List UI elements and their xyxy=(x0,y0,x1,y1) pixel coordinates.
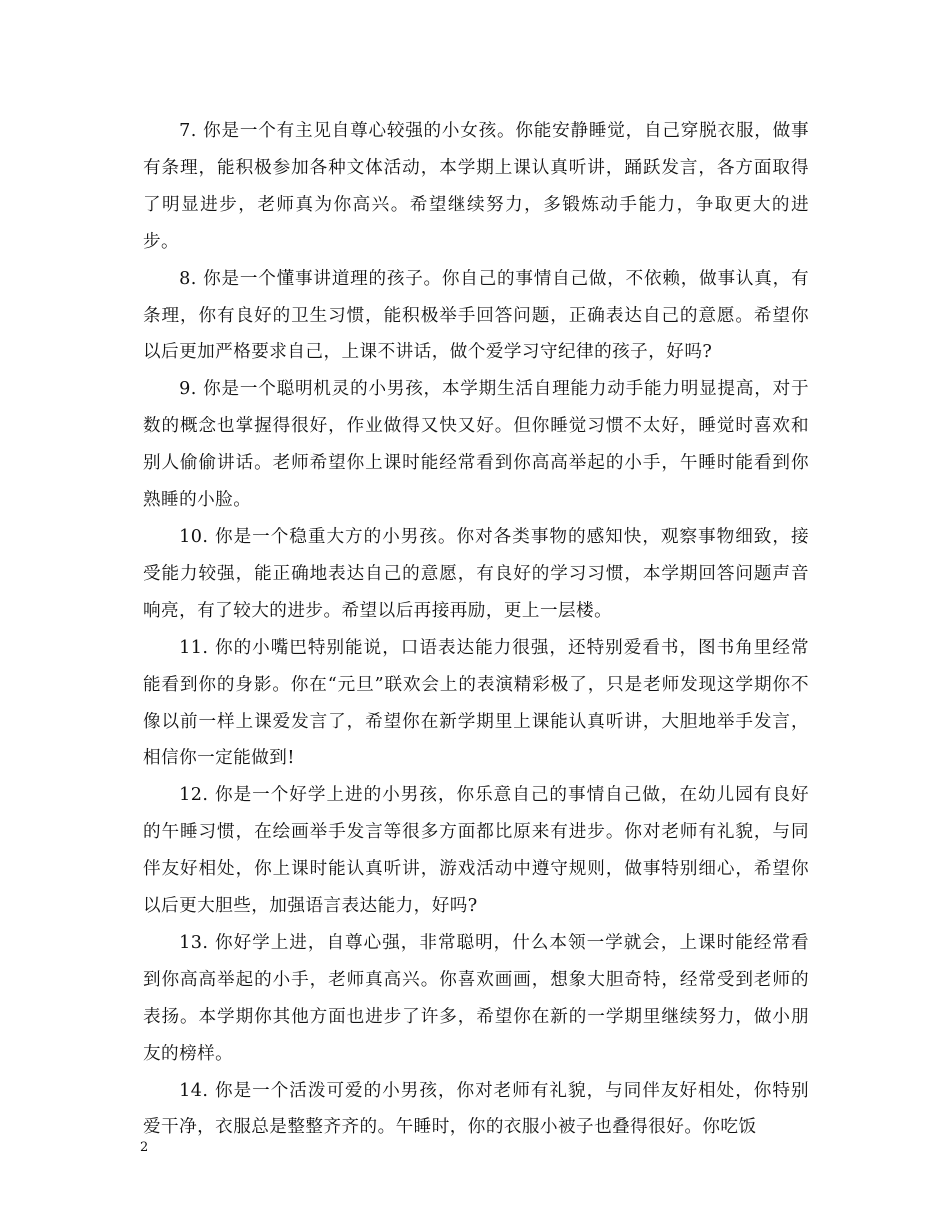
page-number: 2 xyxy=(140,1140,149,1155)
paragraph-13: 13. 你好学上进，自尊心强，非常聪明，什么本领一学就会，上课时能经常看到你高高举起的小手，老师真高兴。你喜欢画画，想象大胆奇特，经常受到老师的表扬。本学期你其他方面也进步了许多，希望你在新的一学期里继续努力，做小朋友的榜样。 xyxy=(143,932,809,1064)
paragraph-12: 12. 你是一个好学上进的小男孩，你乐意自己的事情自己做，在幼儿园有良好的午睡习惯，在绘画举手发言等很多方面都比原来有进步。你对老师有礼貌，与同伴友好相处，你上课时能认真听讲，游戏活动中遵守规则，做事特别细心，希望你以后更大胆些，加强语言表达能力，好吗? xyxy=(143,785,809,917)
paragraph-14: 14. 你是一个活泼可爱的小男孩，你对老师有礼貌，与同伴友好相处，你特别爱干净，衣服总是整整齐齐的。午睡时，你的衣服小被子也叠得很好。你吃饭 xyxy=(143,1080,809,1138)
paragraph-10: 10. 你是一个稳重大方的小男孩。你对各类事物的感知快，观察事物细致，接受能力较强，能正确地表达自己的意愿，有良好的学习习惯，本学期回答问题声音响亮，有了较大的进步。希望以后再接再励，更上一层楼。 xyxy=(143,526,809,621)
paragraph-9: 9. 你是一个聪明机灵的小男孩，本学期生活自理能力动手能力明显提高，对于数的概念也掌握得很好，作业做得又快又好。但你睡觉习惯不太好，睡觉时喜欢和别人偷偷讲话。老师希望你上课时能经常看到你高高举起的小手，午睡时能看到你熟睡的小脸。 xyxy=(143,379,809,511)
paragraph-11: 11. 你的小嘴巴特别能说，口语表达能力很强，还特别爱看书，图书角里经常能看到你的身影。你在“元旦”联欢会上的表演精彩极了，只是老师发现这学期你不像以前一样上课爱发言了，希望你在新学期里上课能认真听讲，大胆地举手发言，相信你一定能做到! xyxy=(143,637,809,769)
body-text xyxy=(143,113,809,1146)
paragraph-8: 8. 你是一个懂事讲道理的孩子。你自己的事情自己做，不依赖，做事认真，有条理，你有良好的卫生习惯，能积极举手回答问题，正确表达自己的意愿。希望你以后更加严格要求自己，上课不讲话，做个爱学习守纪律的孩子，好吗? xyxy=(143,268,809,363)
paragraph-7: 7. 你是一个有主见自尊心较强的小女孩。你能安静睡觉，自己穿脱衣服，做事有条理，能积极参加各种文体活动，本学期上课认真听讲，踊跃发言，各方面取得了明显进步，老师真为你高兴。希望继续努力，多锻炼动手能力，争取更大的进步。 xyxy=(143,121,809,252)
